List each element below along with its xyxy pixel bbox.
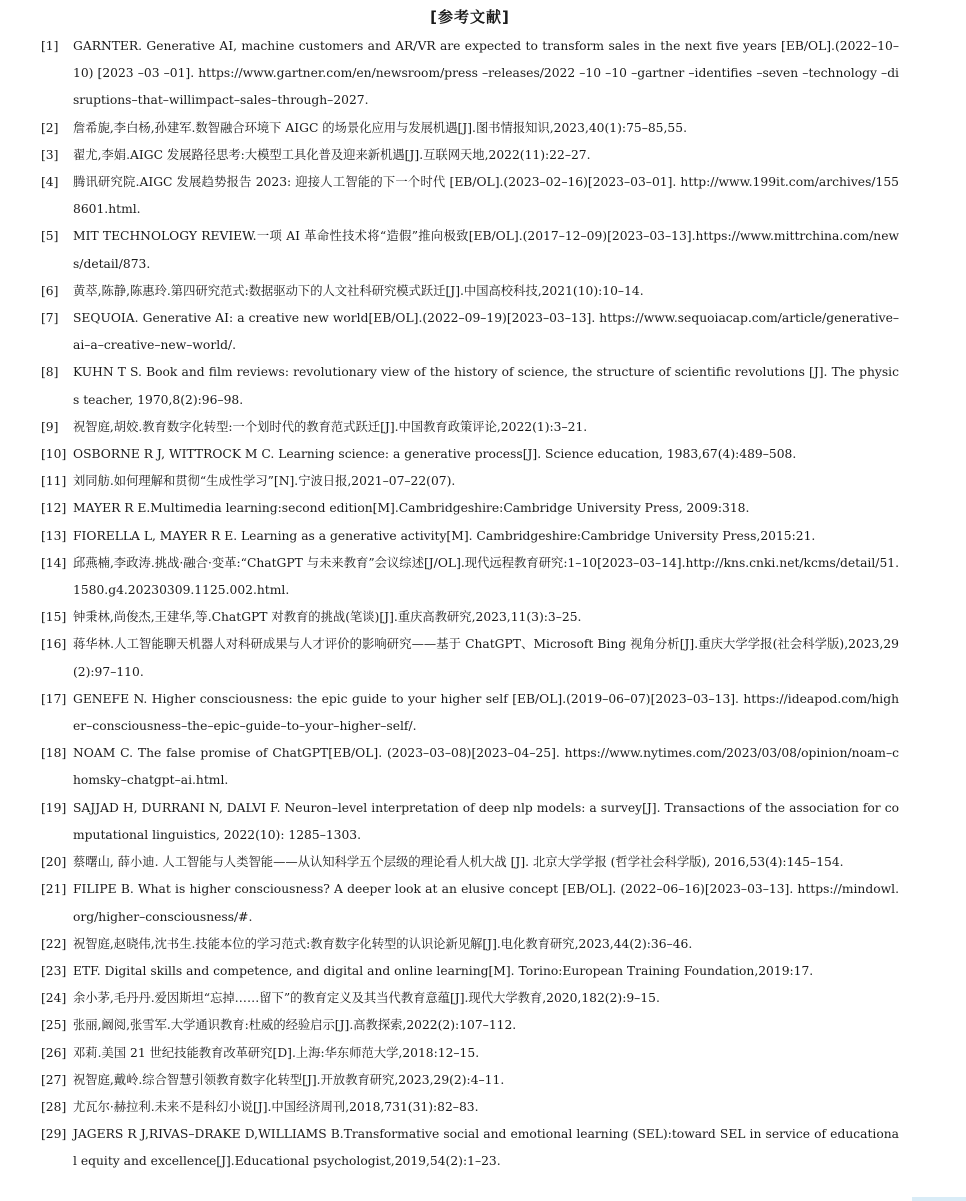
reference-number: [23] bbox=[41, 963, 67, 978]
reference-text: OSBORNE R J, WITTROCK M C. Learning science: a generative process[J]. Science education, 1983,67(4):489–508. bbox=[73, 447, 797, 462]
reference-item bbox=[41, 142, 899, 169]
reference-number: [28] bbox=[41, 1099, 67, 1114]
reference-item bbox=[41, 631, 899, 685]
reference-item bbox=[41, 604, 899, 631]
reference-number: [3] bbox=[41, 147, 59, 162]
reference-item bbox=[41, 1040, 899, 1067]
reference-text: MAYER R E.Multimedia learning:second edition[M].Cambridgeshire:Cambridge University Press, 2009:318. bbox=[73, 501, 750, 516]
reference-text: 尤瓦尔·赫拉利.未来不是科幻小说[J].中国经济周刊,2018,731(31):82–83. bbox=[73, 1099, 479, 1114]
reference-item bbox=[41, 985, 899, 1012]
reference-number: [20] bbox=[41, 855, 67, 870]
reference-list bbox=[41, 33, 899, 1176]
reference-number: [24] bbox=[41, 991, 67, 1006]
reference-text: 余小茅,毛丹丹.爱因斯坦“忘掉……留下”的教育定义及其当代教育意蕴[J].现代大学教育,2020,182(2):9–15. bbox=[73, 991, 660, 1006]
reference-item bbox=[41, 359, 899, 413]
reference-text: 黄萃,陈静,陈惠玲.第四研究范式:数据驱动下的人文社科研究模式跃迁[J].中国高校科技,2021(10):10–14. bbox=[73, 283, 644, 298]
reference-item bbox=[41, 441, 899, 468]
reference-text: MIT TECHNOLOGY REVIEW.一项 AI 革命性技术将“造假”推向极致[EB/OL].(2017–12–09)[2023–03–13].https://www.mittrchina.com/news/detail/873. bbox=[73, 229, 899, 271]
reference-text: 祝智庭,赵晓伟,沈书生.技能本位的学习范式:教育数字化转型的认识论新见解[J].电化教育研究,2023,44(2):36–46. bbox=[73, 936, 693, 951]
reference-text: FILIPE B. What is higher consciousness? A deeper look at an elusive concept [EB/OL]. (2022–06–16)[2023–03–13]. https://mindowl.org/higher–consciousness/#. bbox=[73, 882, 899, 924]
reference-text: 蔡曙山, 薛小迪. 人工智能与人类智能——从认知科学五个层级的理论看人机大战 [J]. 北京大学学报 (哲学社会科学版), 2016,53(4):145–154. bbox=[73, 855, 844, 870]
reference-text: 腾讯研究院.AIGC 发展趋势报告 2023: 迎接人工智能的下一个时代 [EB/OL].(2023–02–16)[2023–03–01]. http://www.199it.com/archives/1558601.html. bbox=[73, 175, 899, 217]
reference-item bbox=[41, 278, 899, 305]
reference-text: SEQUOIA. Generative AI: a creative new world[EB/OL].(2022–09–19)[2023–03–13]. https://www.sequoiacap.com/article/generative–ai–a–creative–new–world/. bbox=[73, 311, 899, 353]
reference-text: 蒋华林.人工智能聊天机器人对科研成果与人才评价的影响研究——基于 ChatGPT、Microsoft Bing 视角分析[J].重庆大学学报(社会科学版),2023,29(2):97–110. bbox=[73, 637, 899, 679]
reference-number: [8] bbox=[41, 365, 59, 380]
reference-item bbox=[41, 795, 899, 849]
reference-text: 祝智庭,胡姣.教育数字化转型:一个划时代的教育范式跃迁[J].中国教育政策评论,2022(1):3–21. bbox=[73, 419, 588, 434]
reference-number: [4] bbox=[41, 175, 59, 190]
reference-number: [13] bbox=[41, 528, 67, 543]
reference-item bbox=[41, 305, 899, 359]
reference-item bbox=[41, 740, 899, 794]
reference-number: [7] bbox=[41, 311, 59, 326]
reference-number: [27] bbox=[41, 1072, 67, 1087]
reference-text: 翟尤,李娟.AIGC 发展路径思考:大模型工具化普及迎来新机遇[J].互联网天地,2022(11):22–27. bbox=[73, 147, 591, 162]
reference-text: GENEFE N. Higher consciousness: the epic guide to your higher self [EB/OL].(2019–06–07)[2023–03–13]. https://ideapod.com/higher–consciousness–the–epic–guide–to–your–higher–self/. bbox=[73, 691, 899, 734]
reference-item bbox=[41, 1012, 899, 1039]
reference-text: KUHN T S. Book and film reviews: revolutionary view of the history of science, the structure of scientific revolutions [J]. The physics teacher, 1970,8(2):96–98. bbox=[73, 365, 899, 407]
reference-item bbox=[41, 523, 899, 550]
reference-number: [9] bbox=[41, 419, 59, 434]
reference-text: 詹希旎,李白杨,孙建军.数智融合环境下 AIGC 的场景化应用与发展机遇[J].图书情报知识,2023,40(1):75–85,55. bbox=[73, 120, 687, 135]
reference-text: 钟秉林,尚俊杰,王建华,等.ChatGPT 对教育的挑战(笔谈)[J].重庆高教研究,2023,11(3):3–25. bbox=[73, 610, 582, 625]
reference-number: [18] bbox=[41, 746, 67, 761]
reference-text: ETF. Digital skills and competence, and digital and online learning[M]. Torino:European Training Foundation,2019:17. bbox=[73, 963, 814, 978]
reference-text: JAGERS R J,RIVAS–DRAKE D,WILLIAMS B.Transformative social and emotional learning (SEL):toward SEL in service of educational equity and excellence[J].Educational psychologist,2019,54(2):1–23. bbox=[73, 1127, 899, 1169]
reference-text: FIORELLA L, MAYER R E. Learning as a generative activity[M]. Cambridgeshire:Cambridge University Press,2015:21. bbox=[73, 528, 816, 543]
reference-item bbox=[41, 849, 899, 876]
reference-text: NOAM C. The false promise of ChatGPT[EB/OL]. (2023–03–08)[2023–04–25]. https://www.nytimes.com/2023/03/08/opinion/noam–chomsky–chatgpt–ai.html. bbox=[73, 746, 899, 788]
reference-item bbox=[41, 958, 899, 985]
reference-number: [14] bbox=[41, 555, 67, 570]
reference-item bbox=[41, 495, 899, 522]
reference-item bbox=[41, 686, 899, 740]
page-corner-mark bbox=[912, 1197, 966, 1201]
reference-item bbox=[41, 223, 899, 277]
reference-text: SAJJAD H, DURRANI N, DALVI F. Neuron–level interpretation of deep nlp models: a survey[J]. Transactions of the association for computational linguistics, 2022(10): 1285–1303. bbox=[73, 800, 899, 842]
reference-text: GARNTER. Generative AI, machine customers and AR/VR are expected to transform sales in the next five years [EB/OL].(2022–10–10) [2023 –03 –01]. https://www.gartner.com/en/newsroom/press –releases/2022 –10 –10 –gartner –identifies –seven –technology –disruptions–that–willimpact–sales–through–2027. bbox=[73, 39, 899, 108]
reference-item bbox=[41, 115, 899, 142]
reference-number: [25] bbox=[41, 1018, 67, 1033]
reference-number: [26] bbox=[41, 1045, 67, 1060]
reference-number: [15] bbox=[41, 610, 67, 625]
reference-item bbox=[41, 876, 899, 930]
reference-number: [2] bbox=[41, 120, 59, 135]
reference-number: [10] bbox=[41, 447, 67, 462]
reference-number: [17] bbox=[41, 691, 67, 706]
reference-text: 祝智庭,戴岭.综合智慧引领教育数字化转型[J].开放教育研究,2023,29(2):4–11. bbox=[73, 1072, 505, 1087]
reference-number: [19] bbox=[41, 800, 67, 815]
reference-item bbox=[41, 550, 899, 604]
reference-text: 邱燕楠,李政涛.挑战·融合·变革:“ChatGPT 与未来教育”会议综述[J/OL].现代远程教育研究:1–10[2023–03–14].http://kns.cnki.net/kcms/detail/51.1580.g4.20230309.1125.002.html. bbox=[73, 555, 899, 598]
reference-text: 张丽,阚阅,张雪军.大学通识教育:杜威的经验启示[J].高教探索,2022(2):107–112. bbox=[73, 1018, 517, 1033]
reference-item bbox=[41, 169, 899, 223]
reference-text: 刘同舫.如何理解和贯彻“生成性学习”[N].宁波日报,2021–07–22(07). bbox=[73, 474, 456, 489]
reference-item bbox=[41, 1094, 899, 1121]
reference-number: [16] bbox=[41, 637, 67, 652]
reference-number: [29] bbox=[41, 1127, 67, 1142]
reference-number: [12] bbox=[41, 501, 67, 516]
reference-number: [21] bbox=[41, 882, 67, 897]
reference-number: [6] bbox=[41, 283, 59, 298]
reference-item bbox=[41, 1121, 899, 1175]
reference-item bbox=[41, 931, 899, 958]
reference-item bbox=[41, 468, 899, 495]
references-heading: [参考文献] bbox=[430, 8, 510, 26]
reference-item bbox=[41, 414, 899, 441]
reference-text: 邓莉.美国 21 世纪技能教育改革研究[D].上海:华东师范大学,2018:12–15. bbox=[73, 1045, 480, 1060]
reference-item bbox=[41, 1067, 899, 1094]
reference-number: [5] bbox=[41, 229, 59, 244]
reference-number: [1] bbox=[41, 39, 59, 53]
reference-number: [22] bbox=[41, 936, 67, 951]
reference-number: [11] bbox=[41, 474, 67, 489]
reference-item bbox=[41, 33, 899, 115]
